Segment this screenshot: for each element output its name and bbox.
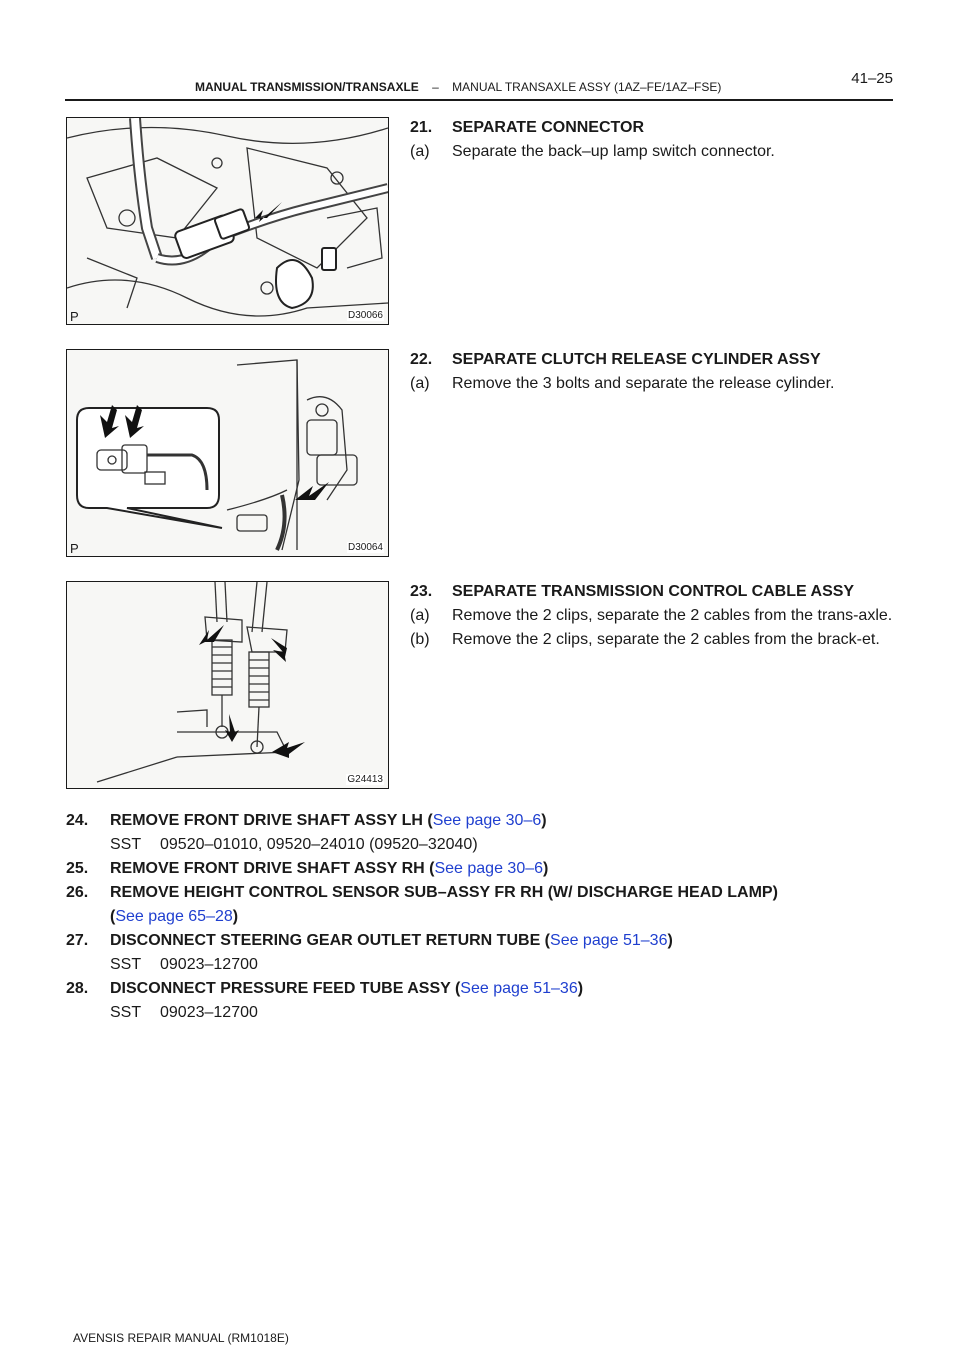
step-21 [410,116,900,164]
page-link[interactable]: See page 65–28 [115,908,233,925]
control-cable-illustration [67,582,388,788]
step-22 [410,348,900,396]
list-item: 28. DISCONNECT PRESSURE FEED TUBE ASSY (See page 51–36) [66,980,584,997]
figure-back-up-lamp-connector [66,117,389,325]
page-number: 41–25 [851,70,893,87]
figure-id: D30064 [347,542,383,553]
substep: (a) Remove the 2 clips, separate the 2 cables from the trans-axle. [410,607,893,624]
substep: (a) Separate the back–up lamp switch connector. [410,143,775,160]
sst-line: SST 09023–12700 [110,956,258,973]
figure-control-cable [66,581,389,789]
figure-corner-mark: P [70,541,79,556]
step-23 [410,580,900,652]
substep: (b) Remove the 2 clips, separate the 2 cables from the brack-et. [410,631,880,648]
step-heading: 23. SEPARATE TRANSMISSION CONTROL CABLE ASSY [410,583,855,600]
running-header [195,80,721,94]
page-link[interactable]: See page 30–6 [434,860,544,877]
list-item: 24. REMOVE FRONT DRIVE SHAFT ASSY LH (See page 30–6) [66,812,547,829]
page-link[interactable]: See page 30–6 [432,812,542,829]
header-section: MANUAL TRANSMISSION/TRANSAXLE [195,80,419,94]
connector-illustration [67,118,388,324]
figure-corner-mark: P [70,309,79,324]
figure-id: G24413 [347,774,383,785]
header-separator: – [432,80,439,94]
remaining-steps [66,809,946,1025]
figure-id: D30066 [347,310,383,321]
step-heading: 22. SEPARATE CLUTCH RELEASE CYLINDER ASSY [410,351,821,368]
release-cylinder-illustration [67,350,388,556]
figure-clutch-release-cylinder [66,349,389,557]
sst-line: SST 09520–01010, 09520–24010 (09520–32040) [110,836,478,853]
sst-line: SST 09023–12700 [110,1004,258,1021]
list-item: 27. DISCONNECT STEERING GEAR OUTLET RETURN TUBE (See page 51–36) [66,932,673,949]
step-heading: 21. SEPARATE CONNECTOR [410,119,645,136]
header-subsection: MANUAL TRANSAXLE ASSY (1AZ–FE/1AZ–FSE) [452,80,722,94]
header-rule [65,99,893,101]
page-link[interactable]: See page 51–36 [550,932,668,949]
substep: (a) Remove the 3 bolts and separate the release cylinder. [410,375,835,392]
footer-manual-title: AVENSIS REPAIR MANUAL (RM1018E) [73,1331,289,1345]
list-item: 26. REMOVE HEIGHT CONTROL SENSOR SUB–ASSY FR RH (W/ DISCHARGE HEAD LAMP) (See page 65–28) [66,884,778,925]
page-link[interactable]: See page 51–36 [460,980,578,997]
list-item: 25. REMOVE FRONT DRIVE SHAFT ASSY RH (See page 30–6) [66,860,549,877]
